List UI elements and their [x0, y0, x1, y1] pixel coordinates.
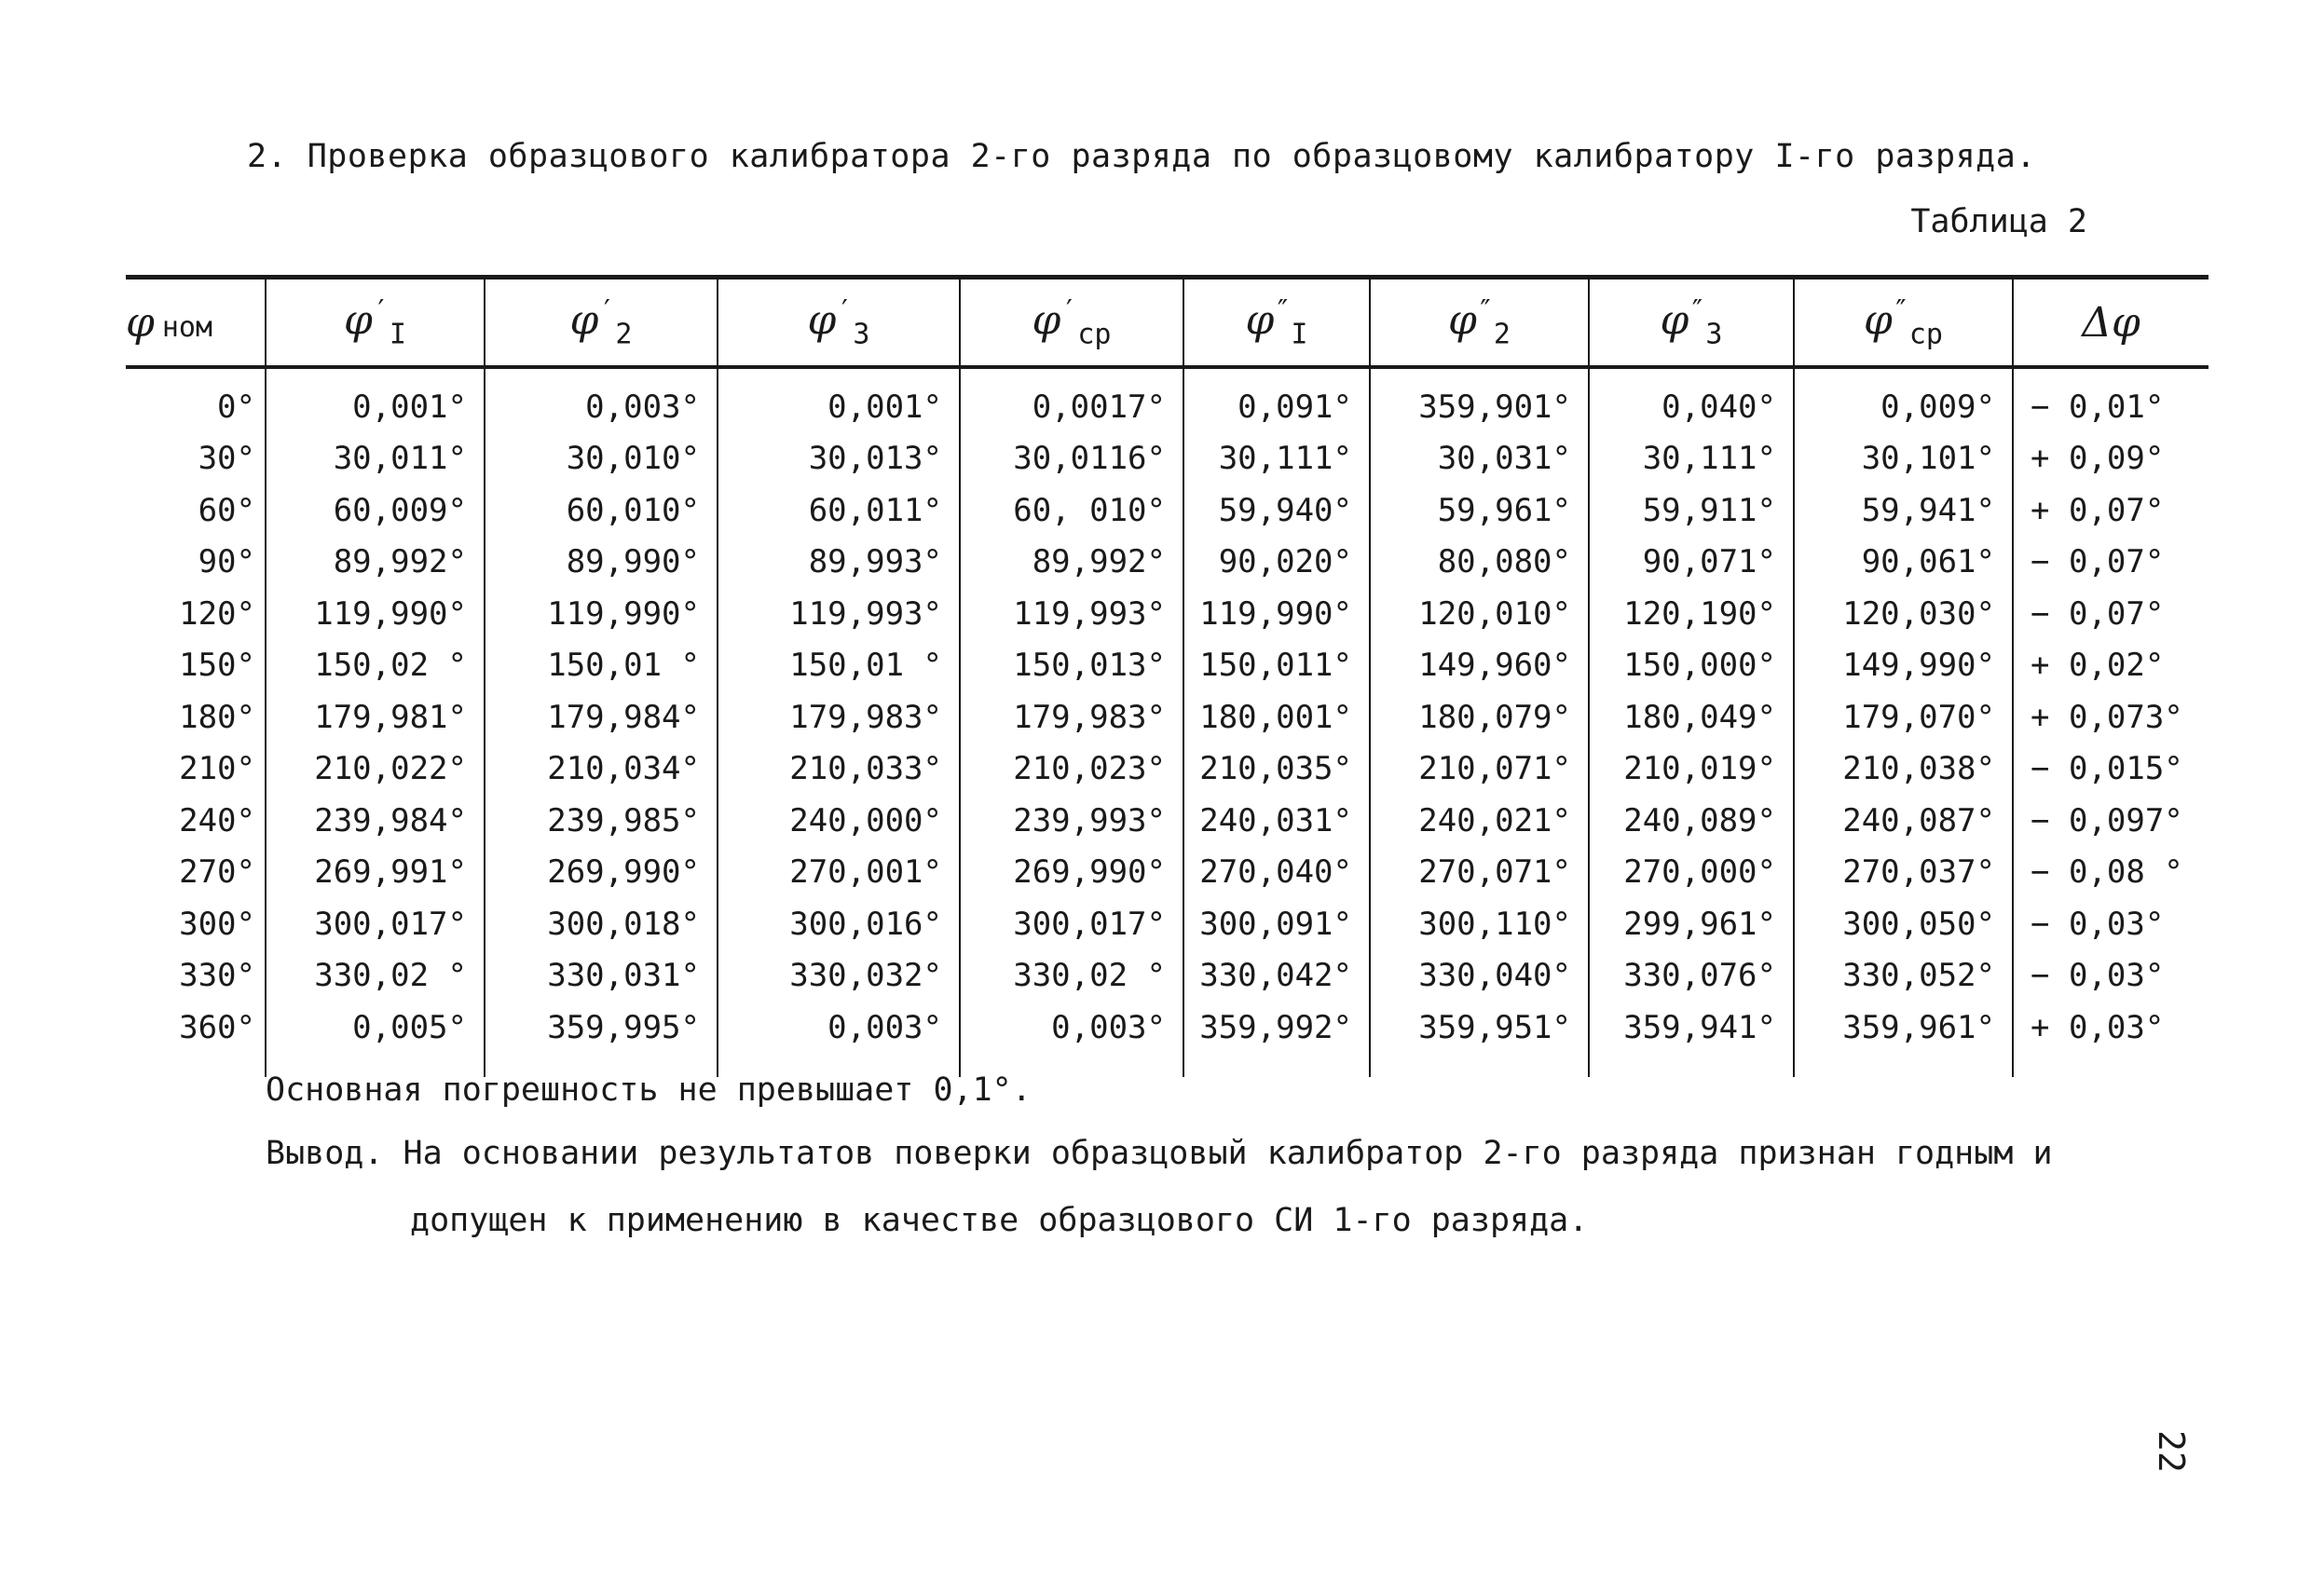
table-cell: 179,984°	[485, 691, 718, 743]
table-cell: 179,070°	[1794, 691, 2013, 743]
column-prime: ′	[1060, 293, 1078, 327]
table-row	[126, 950, 2208, 1003]
table-cell: 359,901°	[1370, 367, 1589, 433]
table-cell: 330,040°	[1370, 950, 1589, 1003]
table-cell: 240,089°	[1589, 795, 1794, 847]
table-cell: + 0,073°	[2013, 691, 2208, 743]
table-cell: 30,101°	[1794, 433, 2013, 485]
table-cell: 149,960°	[1370, 640, 1589, 692]
table-cell: 210,019°	[1589, 743, 1794, 796]
table-cell: − 0,097°	[2013, 795, 2208, 847]
table-cell: 360°	[179, 1008, 255, 1046]
column-subscript: I	[1291, 318, 1308, 351]
table-cell: − 0,08 °	[2013, 847, 2208, 899]
table-cell: 150°	[179, 647, 255, 685]
table-cell: 150,01 °	[718, 640, 960, 692]
table-cell: 330,02 °	[266, 950, 485, 1003]
table-cell: 90,020°	[1183, 537, 1370, 589]
table-cell: 60,011°	[718, 484, 960, 537]
column-symbol: Δφ	[2082, 298, 2140, 347]
table-cell: 59,940°	[1183, 484, 1370, 537]
table-cell: 299,961°	[1589, 898, 1794, 950]
table-cell: 210,035°	[1183, 743, 1370, 796]
column-prime: ′	[372, 293, 390, 327]
table-cell: − 0,01°	[2013, 367, 2208, 433]
table-cell: 300°	[179, 905, 255, 943]
table-cell: 269,991°	[266, 847, 485, 899]
table-cell: 0,001°	[718, 367, 960, 433]
table-cell: 330,032°	[718, 950, 960, 1003]
table-row	[126, 1002, 2208, 1077]
table-cell: 270,071°	[1370, 847, 1589, 899]
table-cell: 30,031°	[1370, 433, 1589, 485]
table-cell: 0,040°	[1589, 367, 1794, 433]
table-row	[126, 691, 2208, 743]
table-cell: 150,000°	[1589, 640, 1794, 692]
table-cell: 240°	[179, 801, 255, 839]
column-header-3	[718, 278, 960, 368]
table-cell: 90,061°	[1794, 537, 2013, 589]
table-cell: 0,001°	[266, 367, 485, 433]
table-cell: 210,022°	[266, 743, 485, 796]
table-row	[126, 588, 2208, 640]
table-cell: 119,993°	[718, 588, 960, 640]
table-cell: 120,190°	[1589, 588, 1794, 640]
table-cell: 239,985°	[485, 795, 718, 847]
column-subscript: ср	[1077, 318, 1112, 351]
table-row	[126, 484, 2208, 537]
table-cell: 0,091°	[1183, 367, 1370, 433]
section-heading: 2. Проверка образцового калибратора 2-го разряда по образцовому калибратору I-го разряда.	[247, 138, 2036, 175]
table-cell: 330,042°	[1183, 950, 1370, 1003]
table-cell: 210,038°	[1794, 743, 2013, 796]
table-cell: 300,050°	[1794, 898, 2013, 950]
table-cell: 300,018°	[485, 898, 718, 950]
table-cell: 270,001°	[718, 847, 960, 899]
table-cell: 270°	[179, 853, 255, 892]
table-cell: − 0,03°	[2013, 898, 2208, 950]
table-cell: 210,023°	[960, 743, 1183, 796]
table-cell: 179,983°	[718, 691, 960, 743]
table-cell: 330,031°	[485, 950, 718, 1003]
table-cell: 270,037°	[1794, 847, 2013, 899]
table-cell: − 0,03°	[2013, 950, 2208, 1003]
table-cell: 30,111°	[1589, 433, 1794, 485]
table-cell: + 0,02°	[2013, 640, 2208, 692]
table-header	[126, 278, 2208, 368]
table-cell: + 0,03°	[2013, 1002, 2208, 1077]
table-cell: 240,031°	[1183, 795, 1370, 847]
table-row	[126, 640, 2208, 692]
page-number: 22	[2151, 1430, 2192, 1473]
table-cell: 270,040°	[1183, 847, 1370, 899]
table-cell: 239,984°	[266, 795, 485, 847]
table-cell: − 0,015°	[2013, 743, 2208, 796]
table-cell: 0,0017°	[960, 367, 1183, 433]
table-cell: 89,992°	[960, 537, 1183, 589]
table-cell: 359,995°	[485, 1002, 718, 1077]
column-prime: ″	[1476, 293, 1494, 327]
table-cell: 210°	[179, 750, 255, 788]
table-cell: 330,076°	[1589, 950, 1794, 1003]
table-cell: 59,911°	[1589, 484, 1794, 537]
table-cell: 330°	[179, 957, 255, 995]
table-cell: 120,010°	[1370, 588, 1589, 640]
table-caption: Таблица 2	[1910, 203, 2087, 240]
table-cell: 179,981°	[266, 691, 485, 743]
table-cell: + 0,09°	[2013, 433, 2208, 485]
column-symbol: φ	[344, 296, 373, 345]
table-cell: 119,990°	[485, 588, 718, 640]
table-cell: 359,992°	[1183, 1002, 1370, 1077]
table-cell: 150,01 °	[485, 640, 718, 692]
table-cell: 0,003°	[718, 1002, 960, 1077]
column-symbol: φ	[1032, 296, 1061, 345]
table-cell: 90°	[198, 543, 255, 581]
table-cell: 30,013°	[718, 433, 960, 485]
column-symbol: φ	[1864, 296, 1893, 345]
table-cell: 330,052°	[1794, 950, 2013, 1003]
column-symbol: φ	[1660, 296, 1689, 345]
table-cell: 149,990°	[1794, 640, 2013, 692]
table-cell: 30,011°	[266, 433, 485, 485]
table-cell: 300,017°	[960, 898, 1183, 950]
table-cell: 119,990°	[266, 588, 485, 640]
table-cell: 180,001°	[1183, 691, 1370, 743]
table-cell: 150,011°	[1183, 640, 1370, 692]
table-cell: 180,079°	[1370, 691, 1589, 743]
table-cell: 180°	[179, 698, 255, 736]
table-cell: 30°	[198, 440, 255, 478]
table-cell: 269,990°	[485, 847, 718, 899]
table-cell: 210,033°	[718, 743, 960, 796]
table-cell: 150,02 °	[266, 640, 485, 692]
measurement-table-container	[126, 275, 2208, 1077]
table-cell: 300,110°	[1370, 898, 1589, 950]
table-cell: 180,049°	[1589, 691, 1794, 743]
table-cell: 210,034°	[485, 743, 718, 796]
column-prime: ″	[1892, 293, 1909, 327]
table-row	[126, 743, 2208, 796]
table-cell: 0,005°	[266, 1002, 485, 1077]
column-header-2	[485, 278, 718, 368]
column-header-5	[1183, 278, 1370, 368]
table-row	[126, 537, 2208, 589]
table-cell: 60,009°	[266, 484, 485, 537]
column-subscript: ср	[1908, 318, 1943, 351]
column-header-9	[2013, 278, 2208, 368]
table-cell: 270,000°	[1589, 847, 1794, 899]
table-cell: 120,030°	[1794, 588, 2013, 640]
table-cell: 359,941°	[1589, 1002, 1794, 1077]
table-cell: 120°	[179, 594, 255, 633]
table-cell: − 0,07°	[2013, 537, 2208, 589]
column-header-1	[266, 278, 485, 368]
table-cell: 240,087°	[1794, 795, 2013, 847]
table-cell: 239,993°	[960, 795, 1183, 847]
table-cell: 179,983°	[960, 691, 1183, 743]
table-cell: 59,941°	[1794, 484, 2013, 537]
column-prime: ′	[836, 293, 854, 327]
table-cell: 0,003°	[960, 1002, 1183, 1077]
column-symbol: φ	[1448, 296, 1477, 345]
column-subscript: 3	[853, 318, 870, 351]
column-prime: ″	[1689, 293, 1706, 327]
column-prime: ′	[598, 293, 616, 327]
table-cell: 359,961°	[1794, 1002, 2013, 1077]
table-row	[126, 433, 2208, 485]
column-suffix: ном	[161, 310, 212, 344]
column-subscript: I	[389, 318, 406, 351]
table-cell: 60, 010°	[960, 484, 1183, 537]
column-symbol: φ	[126, 298, 155, 347]
table-cell: 89,992°	[266, 537, 485, 589]
table-cell: 210,071°	[1370, 743, 1589, 796]
table-cell: 60°	[198, 491, 255, 529]
table-cell: 89,990°	[485, 537, 718, 589]
column-subscript: 2	[1493, 318, 1511, 351]
column-header-0	[126, 278, 266, 368]
table-cell: 300,091°	[1183, 898, 1370, 950]
table-cell: 30,0116°	[960, 433, 1183, 485]
column-subscript: 2	[615, 318, 633, 351]
table-cell: 59,961°	[1370, 484, 1589, 537]
column-header-8	[1794, 278, 2013, 368]
conclusion-line-2: допущен к применению в качестве образцового СИ 1-го разряда.	[410, 1202, 1589, 1239]
header-row	[126, 278, 2208, 368]
table-cell: 60,010°	[485, 484, 718, 537]
table-body	[126, 367, 2208, 1077]
table-cell: 240,021°	[1370, 795, 1589, 847]
table-cell: 119,990°	[1183, 588, 1370, 640]
table-row	[126, 898, 2208, 950]
column-header-4	[960, 278, 1183, 368]
table-cell: 119,993°	[960, 588, 1183, 640]
table-cell: 240,000°	[718, 795, 960, 847]
table-row	[126, 367, 2208, 433]
column-subscript: 3	[1705, 318, 1723, 351]
table-row	[126, 795, 2208, 847]
table-cell: 0°	[217, 388, 255, 426]
table-cell: 0,009°	[1794, 367, 2013, 433]
table-cell: 90,071°	[1589, 537, 1794, 589]
table-cell: 269,990°	[960, 847, 1183, 899]
table-cell: 150,013°	[960, 640, 1183, 692]
table-cell: − 0,07°	[2013, 588, 2208, 640]
table-cell: 359,951°	[1370, 1002, 1589, 1077]
column-symbol: φ	[1245, 296, 1275, 345]
table-cell: 80,080°	[1370, 537, 1589, 589]
table-cell: + 0,07°	[2013, 484, 2208, 537]
column-prime: ″	[1274, 293, 1292, 327]
table-cell: 30,010°	[485, 433, 718, 485]
column-header-7	[1589, 278, 1794, 368]
measurement-table	[126, 275, 2208, 1077]
error-note: Основная погрешность не превышает 0,1°.	[266, 1071, 1032, 1109]
table-cell: 89,993°	[718, 537, 960, 589]
table-cell: 330,02 °	[960, 950, 1183, 1003]
column-header-6	[1370, 278, 1589, 368]
table-cell: 300,017°	[266, 898, 485, 950]
column-symbol: φ	[807, 296, 837, 345]
table-cell: 300,016°	[718, 898, 960, 950]
column-symbol: φ	[569, 296, 599, 345]
table-cell: 30,111°	[1183, 433, 1370, 485]
conclusion-line-1: Вывод. На основании результатов поверки образцовый калибратор 2-го разряда признан годным и	[266, 1135, 2053, 1172]
table-cell: 0,003°	[485, 367, 718, 433]
table-row	[126, 847, 2208, 899]
